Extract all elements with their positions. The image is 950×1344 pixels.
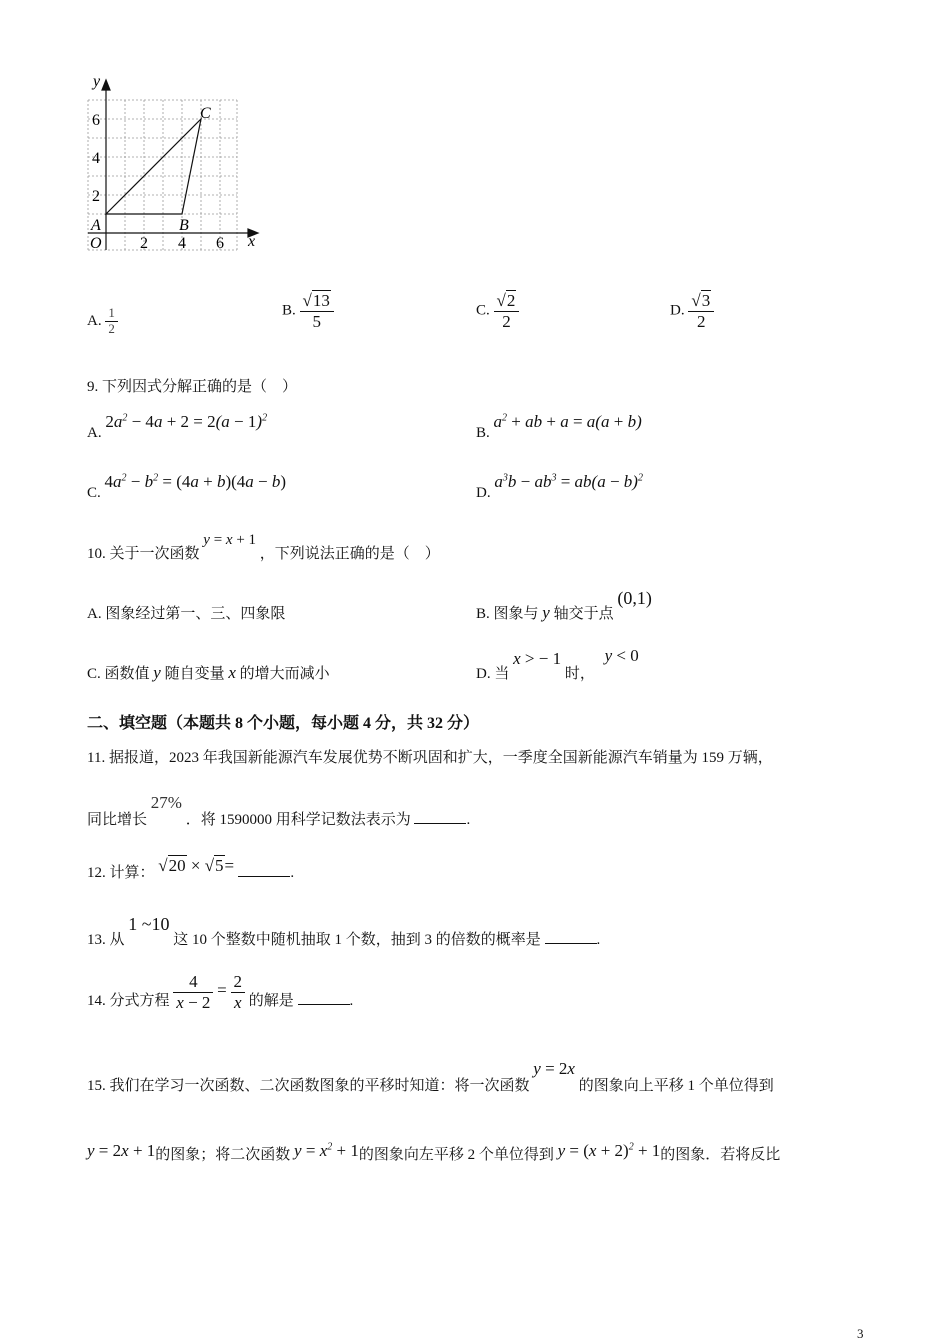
q10-option-c: C. 函数值 y 随自变量 x 的增大而减小 bbox=[87, 663, 330, 682]
y-tick: 4 bbox=[92, 150, 100, 167]
q10-option-d: D. 当 x > − 1 时， y < 0 bbox=[476, 646, 639, 682]
fraction: $\frac{1}{2}$ bbox=[105, 306, 118, 337]
q15-line2: y = 2x + 1的图象；将二次函数 $y = x^2 + 1$的图象向左平移 2 个单位得到 $y = (x + 2)^2 + 1$的图象．若将反比 bbox=[87, 1141, 781, 1163]
y-tick: 2 bbox=[92, 188, 100, 205]
q8-option-c: C. $\frac{√2}{2}$ bbox=[476, 291, 519, 331]
q8-option-d: D. $\frac{√3}{2}$ bbox=[670, 291, 714, 331]
math-expression: (0,1) bbox=[617, 588, 652, 608]
x-tick: 6 bbox=[216, 235, 224, 252]
math-expression: 1 ~10 bbox=[128, 914, 170, 934]
fraction: $\frac{√3}{2}$ bbox=[688, 291, 714, 331]
q14: 14. 分式方程 $\frac{4}{x - 2}$ = $\frac{2}{x}$ 的解是 . bbox=[87, 972, 354, 1012]
math-expression: y = 2x bbox=[533, 1059, 575, 1078]
math-expression: x > − 1 bbox=[513, 649, 562, 668]
math-expression: $y = (x + 2)^2 + 1$ bbox=[557, 1141, 661, 1160]
math-expression: $2a^2 - 4a + 2 = 2(a - 1)^2$ bbox=[105, 412, 268, 431]
x-tick: 2 bbox=[140, 235, 148, 252]
q9-option-c: C. $4a^2 - b^2 = (4a + b)(4a - b)$ bbox=[87, 472, 287, 501]
math-expression: $a^3b - ab^3 = ab(a - b)^2$ bbox=[494, 472, 643, 491]
point-a-label: A bbox=[91, 217, 101, 234]
math-expression: $a^2$ + ab + a = a(a + b) bbox=[493, 412, 642, 431]
q11-line2: 同比增长 27% ．将 1590000 用科学记数法表示为 . bbox=[87, 793, 471, 828]
q11-line1: 11. 据报道，2023 年我国新能源汽车发展优势不断巩固和扩大，一季度全国新能源汽车销量为 159 万辆， bbox=[87, 750, 773, 766]
math-expression: y = x + 1 bbox=[203, 532, 257, 548]
fraction: $\frac{√2}{2}$ bbox=[494, 291, 520, 331]
origin-label: O bbox=[90, 235, 102, 252]
answer-blank[interactable] bbox=[238, 864, 290, 877]
fraction: $\frac{2}{x}$ bbox=[231, 972, 246, 1012]
page-number: 3 bbox=[857, 1326, 864, 1341]
math-expression: √20 × √5= bbox=[158, 856, 239, 875]
axes bbox=[88, 80, 258, 250]
math-expression: y < 0 bbox=[604, 646, 639, 665]
q9-option-a: A. $2a^2 - 4a + 2 = 2(a - 1)^2$ bbox=[87, 412, 268, 441]
q9-stem: 9. 下列因式分解正确的是（ ） bbox=[87, 379, 298, 395]
math-expression: $4a^2 - b^2 = (4a + b)(4a - b)$ bbox=[104, 472, 287, 491]
point-b-label: B bbox=[179, 217, 189, 234]
math-expression: y = 2x + 1 bbox=[87, 1141, 156, 1160]
grid bbox=[88, 100, 237, 250]
fraction: $\frac{4}{x - 2}$ bbox=[173, 972, 213, 1012]
y-tick: 6 bbox=[92, 112, 100, 129]
point-c-label: C bbox=[200, 105, 211, 122]
y-axis-label: y bbox=[93, 73, 101, 90]
q10-option-b: B. 图象与 y 轴交于点 (0,1) bbox=[476, 588, 652, 622]
math-expression: $y = x^2 + 1$ bbox=[294, 1141, 359, 1160]
q10-stem: 10. 关于一次函数 y = x + 1 ，下列说法正确的是（ ） bbox=[87, 532, 440, 562]
triangle-abc bbox=[106, 119, 201, 214]
q10-option-a: A. 图象经过第一、三、四象限 bbox=[87, 606, 286, 622]
fraction: $\frac{√13}{5}$ bbox=[300, 291, 334, 331]
section-heading: 二、填空题（本题共 8 个小题，每小题 4 分，共 32 分） bbox=[87, 715, 480, 732]
x-axis-label: x bbox=[248, 233, 256, 250]
x-tick: 4 bbox=[178, 235, 186, 252]
q13: 13. 从 1 ~10 这 10 个整数中随机抽取 1 个数，抽到 3 的倍数的概率是 . bbox=[87, 914, 601, 948]
q15-line1: 15. 我们在学习一次函数、二次函数图象的平移时知道：将一次函数 y = 2x 的图象向上平移 1 个单位得到 bbox=[87, 1059, 774, 1094]
coordinate-graph bbox=[80, 70, 265, 260]
q9-option-b: B. $a^2$ + ab + a = a(a + b) bbox=[476, 412, 642, 441]
q9-option-d: D. $a^3b - ab^3 = ab(a - b)^2$ bbox=[476, 472, 643, 501]
answer-blank[interactable] bbox=[414, 811, 466, 824]
q12: 12. 计算： √20 × √5= . bbox=[87, 856, 295, 881]
q8-option-b: B. $\frac{√13}{5}$ bbox=[282, 291, 334, 331]
answer-blank[interactable] bbox=[545, 931, 597, 944]
answer-blank[interactable] bbox=[298, 992, 350, 1005]
q8-option-a: A. $\frac{1}{2}$ bbox=[87, 306, 118, 337]
